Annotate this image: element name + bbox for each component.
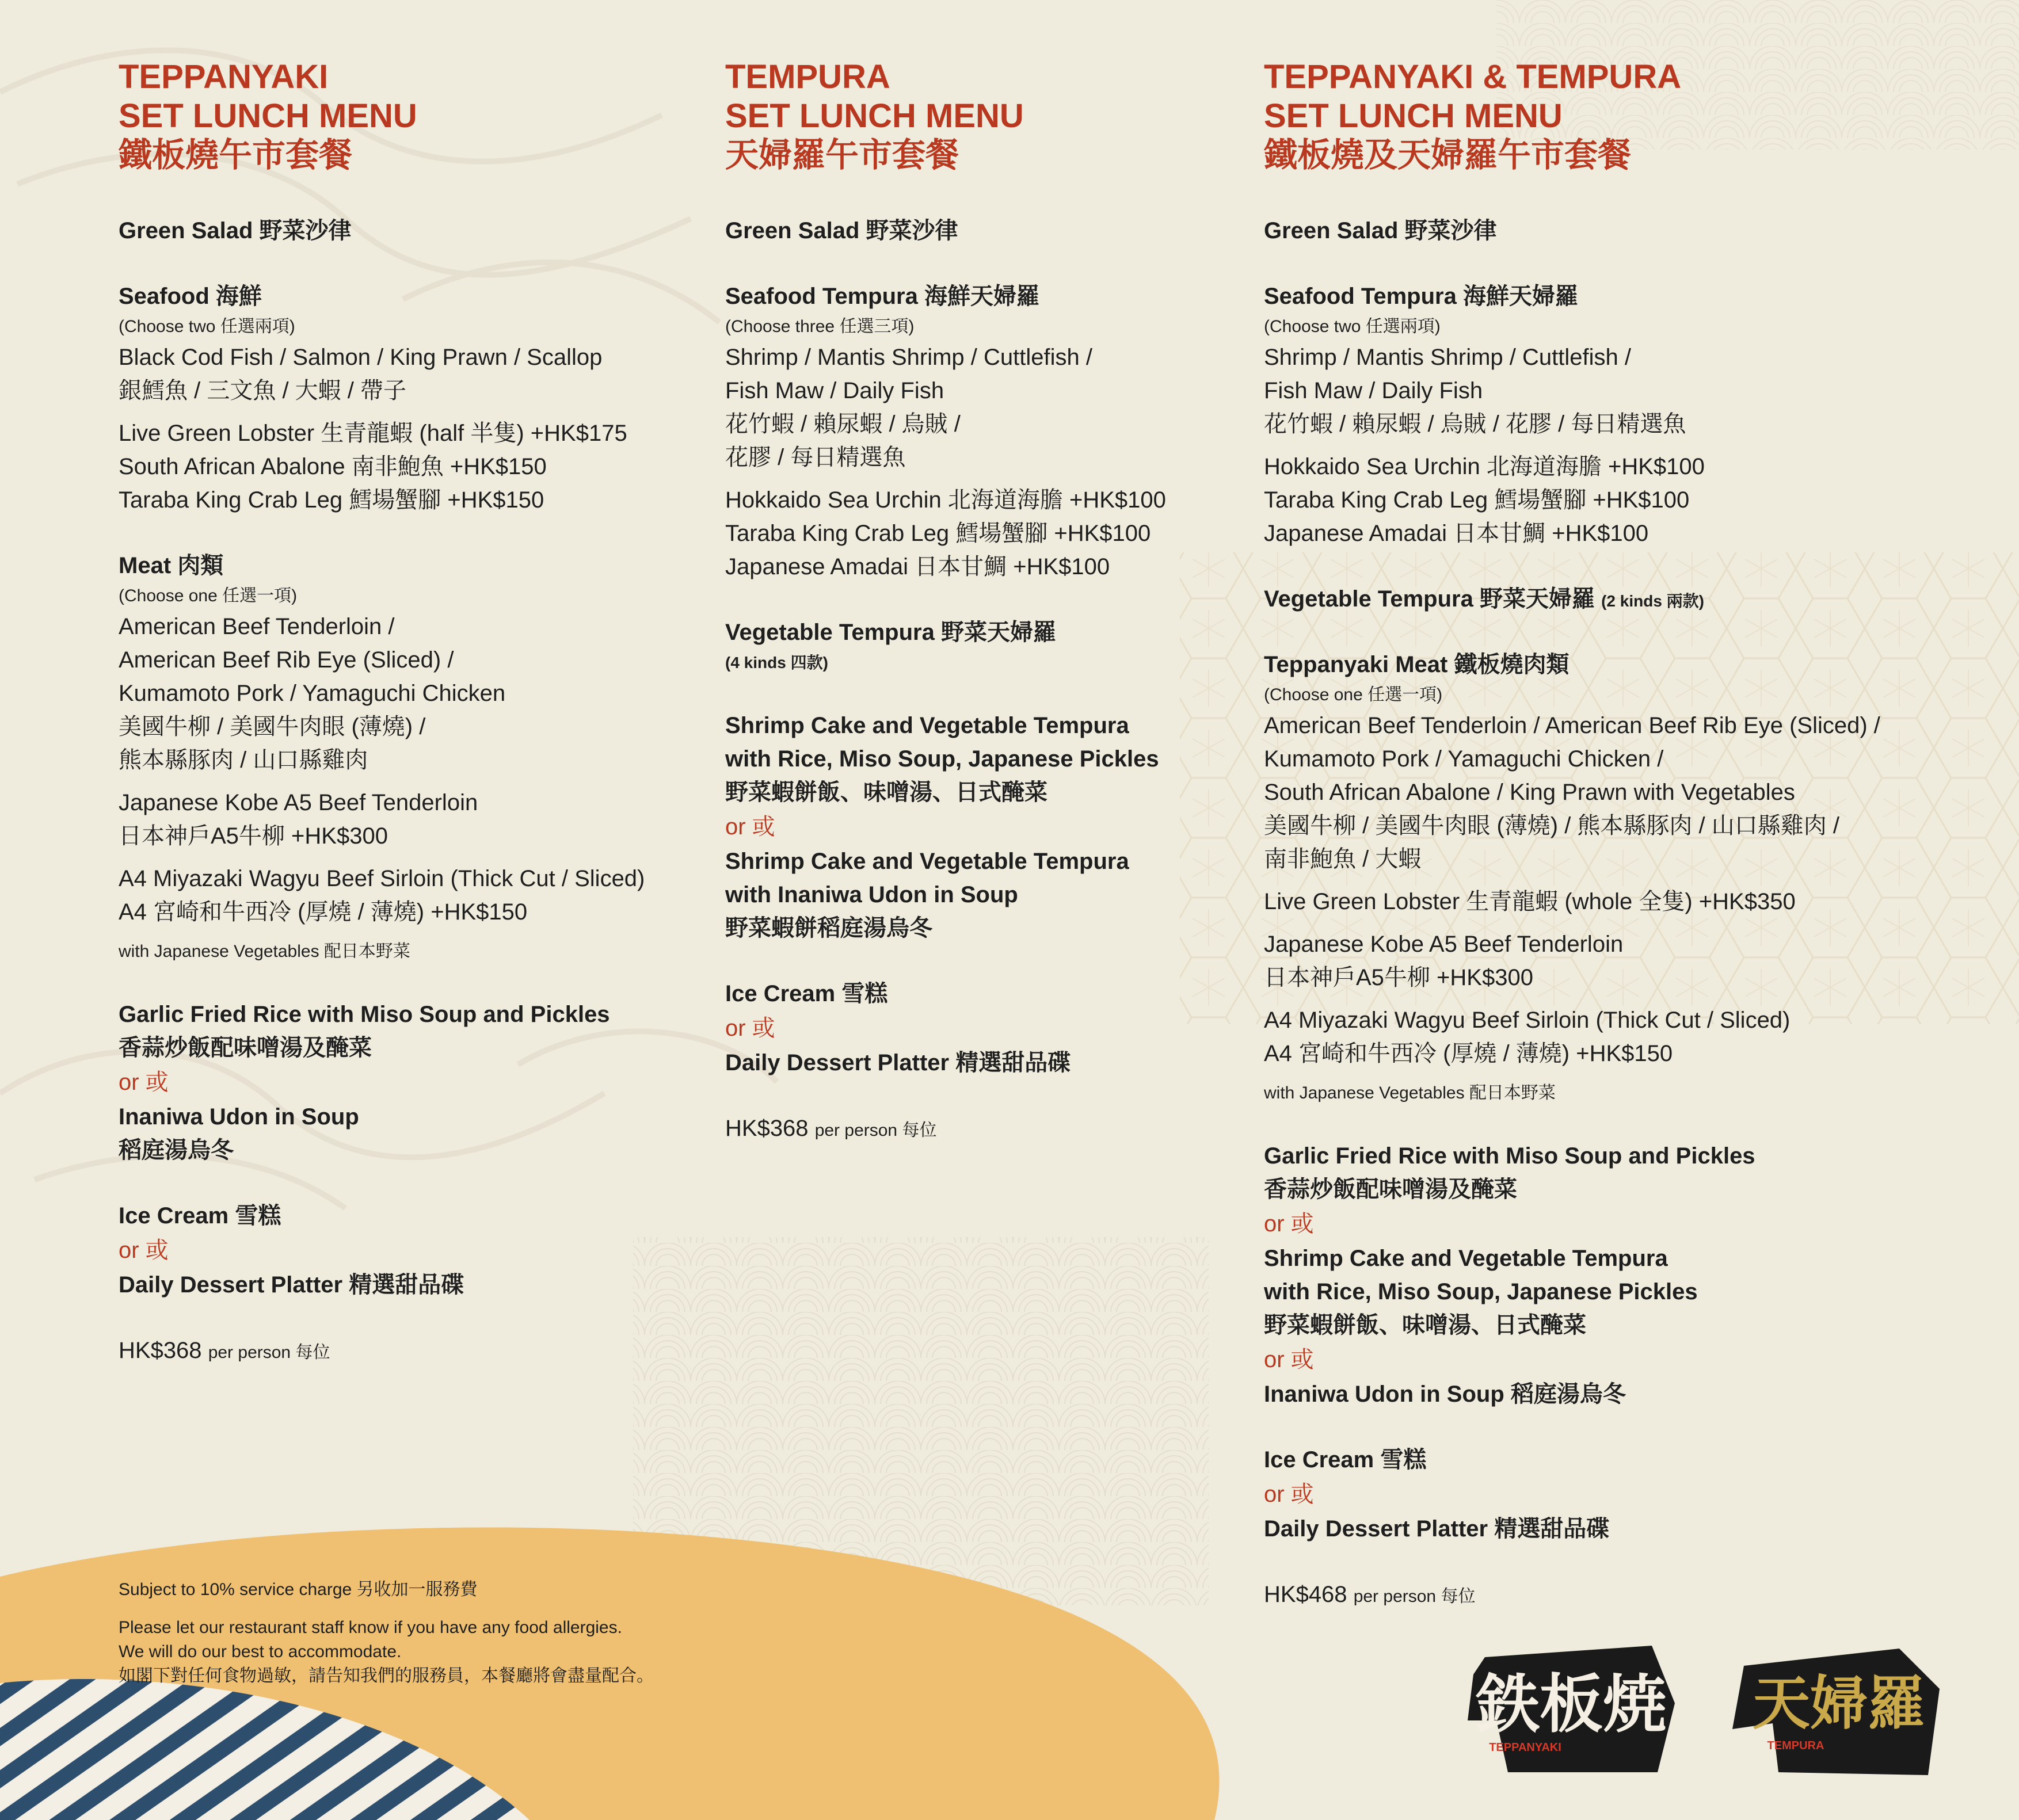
teppanyaki-menu — [119, 58, 694, 1369]
rice-line: 香蒜炒飯配味噌湯及醃菜 — [119, 1035, 372, 1060]
main-line: Shrimp Cake and Vegetable Tempura — [725, 713, 1129, 738]
tempura-logo-glyphs: 天婦羅 — [1753, 1669, 1925, 1737]
main-line: 香蒜炒飯配味噌湯及醃菜 — [1264, 1177, 1517, 1202]
main-line: 野菜蝦餅稻庭湯烏冬 — [725, 915, 932, 941]
option-line: 美國牛柳 / 美國牛肉眼 (薄燒) / — [119, 714, 426, 739]
per-person-label: per person 每位 — [208, 1343, 330, 1362]
option-line: South African Abalone / King Prawn with Vegetables — [1264, 780, 1795, 805]
supplement-line: A4 Miyazaki Wagyu Beef Sirloin (Thick Cut / Sliced) — [119, 866, 645, 891]
per-person-label: per person 每位 — [1353, 1587, 1476, 1606]
section-heading: Seafood Tempura 海鮮天婦羅 — [1264, 284, 1578, 309]
teppanyaki-logo-text: TEPPANYAKI — [1489, 1741, 1561, 1754]
section-heading — [1264, 582, 1955, 616]
teppanyaki-logo — [1462, 1640, 1681, 1778]
or-separator: or 或 — [119, 1070, 169, 1095]
option-line: 花竹蝦 / 賴尿蝦 / 烏賊 / 花膠 / 每日精選魚 — [1264, 411, 1686, 437]
vegetables-note: with Japanese Vegetables 配日本野菜 — [1264, 1083, 1556, 1102]
option-line: Kumamoto Pork / Yamaguchi Chicken / — [1264, 746, 1664, 772]
option-line: American Beef Tenderloin / American Beef Rib Eye (Sliced) / — [1264, 713, 1880, 738]
supplement-line: Japanese Kobe A5 Beef Tenderloin — [119, 790, 478, 815]
supplement-line: Live Green Lobster 生青龍蝦 (half 半隻) +HK$175 — [119, 421, 627, 446]
option-line: Shrimp / Mantis Shrimp / Cuttlefish / — [1264, 345, 1631, 370]
or-separator: or 或 — [1264, 1211, 1314, 1237]
teppanyaki-logo-glyphs: 鉄板焼 — [1476, 1667, 1666, 1741]
supplement-line: Japanese Amadai 日本甘鯛 +HK$100 — [1264, 521, 1649, 546]
option-line: 熊本縣豚肉 / 山口縣雞肉 — [119, 747, 368, 773]
option-line: Kumamoto Pork / Yamaguchi Chicken — [119, 681, 506, 706]
main-line: Shrimp Cake and Vegetable Tempura — [725, 849, 1129, 874]
supplement-line: Hokkaido Sea Urchin 北海道海膽 +HK$100 — [1264, 454, 1705, 479]
option-line: American Beef Rib Eye (Sliced) / — [119, 647, 454, 673]
option-line: 南非鮑魚 / 大蝦 — [1264, 846, 1422, 872]
tempura-menu — [725, 58, 1243, 1147]
title-line: SET LUNCH MENU — [1264, 97, 1563, 135]
set-price — [119, 1334, 694, 1369]
choose-note: (Choose one 任選一項) — [119, 586, 298, 605]
main-line: with Rice, Miso Soup, Japanese Pickles — [1264, 1279, 1698, 1304]
set-price — [725, 1112, 1243, 1147]
allergy-note: Please let our restaurant staff know if you have any food allergies. — [119, 1618, 622, 1637]
price-amount: HK$468 — [1264, 1582, 1347, 1607]
kinds-note: (2 kinds 兩款) — [1601, 592, 1704, 610]
teppanyaki-tempura-title — [1264, 58, 1955, 175]
supplement-line: A4 Miyazaki Wagyu Beef Sirloin (Thick Cut / Sliced) — [1264, 1008, 1791, 1033]
price-amount: HK$368 — [725, 1116, 809, 1141]
allergy-note: We will do our best to accommodate. — [119, 1642, 402, 1661]
dessert-line: Daily Dessert Platter 精選甜品碟 — [1264, 1516, 1610, 1542]
or-separator: or 或 — [1264, 1482, 1314, 1507]
teppanyaki-tempura-menu — [1264, 58, 1955, 1613]
supplement-line: A4 宮崎和牛西冷 (厚燒 / 薄燒) +HK$150 — [119, 899, 528, 925]
main-line: with Rice, Miso Soup, Japanese Pickles — [725, 746, 1159, 772]
udon-line: Inaniwa Udon in Soup — [119, 1104, 359, 1130]
udon-line: 稻庭湯烏冬 — [119, 1138, 234, 1163]
dessert-line: Ice Cream 雪糕 — [1264, 1447, 1427, 1472]
main-line: 野菜蝦餅飯、味噌湯、日式醃菜 — [1264, 1312, 1586, 1338]
section-heading: Meat 肉類 — [119, 553, 224, 578]
or-separator: or 或 — [725, 1016, 775, 1041]
main-line: with Inaniwa Udon in Soup — [725, 882, 1018, 907]
supplement-line: 日本神戶A5牛柳 +HK$300 — [119, 823, 388, 849]
choose-note: (Choose one 任選一項) — [1264, 685, 1443, 704]
footer-notes — [119, 1578, 809, 1688]
dessert-section — [1264, 1443, 1955, 1546]
dessert-section — [119, 1199, 694, 1302]
section-heading: Seafood Tempura 海鮮天婦羅 — [725, 284, 1039, 309]
green-salad: Green Salad 野菜沙律 — [1264, 218, 1497, 243]
dessert-line: Daily Dessert Platter 精選甜品碟 — [725, 1050, 1071, 1075]
rice-section — [119, 998, 694, 1167]
or-separator: or 或 — [1264, 1347, 1314, 1372]
main-line: Garlic Fried Rice with Miso Soup and Pickles — [1264, 1143, 1755, 1169]
choose-note: (Choose three 任選三項) — [725, 317, 915, 336]
main-line: Shrimp Cake and Vegetable Tempura — [1264, 1246, 1668, 1271]
supplement-line: Taraba King Crab Leg 鱈場蟹腳 +HK$100 — [725, 521, 1151, 546]
title-line: 鐵板燒午市套餐 — [119, 136, 353, 174]
option-line: 花竹蝦 / 賴尿蝦 / 烏賊 / — [725, 411, 961, 437]
allergy-note: 如閣下對任何食物過敏，請告知我們的服務員，本餐廳將會盡量配合。 — [119, 1666, 654, 1685]
option-line: 花膠 / 每日精選魚 — [725, 445, 906, 470]
supplement-line: Taraba King Crab Leg 鱈場蟹腳 +HK$100 — [1264, 487, 1690, 513]
title-line: TEPPANYAKI & TEMPURA — [1264, 58, 1682, 96]
green-salad: Green Salad 野菜沙律 — [119, 218, 352, 243]
title-line: 鐵板燒及天婦羅午市套餐 — [1264, 136, 1632, 174]
supplement-line: 日本神戶A5牛柳 +HK$300 — [1264, 965, 1533, 990]
vegetables-note: with Japanese Vegetables 配日本野菜 — [119, 942, 410, 961]
supplement-line: South African Abalone 南非鮑魚 +HK$150 — [119, 454, 547, 479]
main-section — [1264, 1139, 1955, 1411]
option-line: Fish Maw / Daily Fish — [1264, 378, 1483, 403]
section-heading: Teppanyaki Meat 鐵板燒肉類 — [1264, 652, 1570, 677]
title-line: SET LUNCH MENU — [119, 97, 417, 135]
vegetable-section — [725, 616, 1243, 677]
main-line: Inaniwa Udon in Soup 稻庭湯烏冬 — [1264, 1382, 1626, 1407]
price-amount: HK$368 — [119, 1338, 202, 1363]
supplement-line: Japanese Amadai 日本甘鯛 +HK$100 — [725, 554, 1110, 579]
dessert-section — [725, 977, 1243, 1079]
title-line: SET LUNCH MENU — [725, 97, 1024, 135]
option-line: 銀鱈魚 / 三文魚 / 大蝦 / 帶子 — [119, 378, 407, 403]
supplement-line: Taraba King Crab Leg 鱈場蟹腳 +HK$150 — [119, 487, 544, 513]
vegetable-section — [1264, 582, 1955, 616]
choose-note: (Choose two 任選兩項) — [119, 317, 295, 336]
option-line: Shrimp / Mantis Shrimp / Cuttlefish / — [725, 345, 1092, 370]
seafood-section — [1264, 280, 1955, 550]
title-line: TEMPURA — [725, 58, 890, 96]
rice-line: Garlic Fried Rice with Miso Soup and Pickles — [119, 1002, 610, 1027]
seafood-section — [119, 280, 694, 517]
set-price — [1264, 1578, 1955, 1613]
dessert-line: Ice Cream 雪糕 — [725, 981, 888, 1006]
option-line: American Beef Tenderloin / — [119, 614, 395, 639]
supplement-line: A4 宮崎和牛西冷 (厚燒 / 薄燒) +HK$150 — [1264, 1041, 1673, 1066]
or-separator: or 或 — [119, 1238, 169, 1263]
option-line: 美國牛柳 / 美國牛肉眼 (薄燒) / 熊本縣豚肉 / 山口縣雞肉 / — [1264, 813, 1839, 838]
meat-section — [1264, 648, 1955, 1107]
teppanyaki-title — [119, 58, 694, 175]
title-line: 天婦羅午市套餐 — [725, 136, 959, 174]
dessert-line: Daily Dessert Platter 精選甜品碟 — [119, 1272, 464, 1298]
service-charge-note: Subject to 10% service charge 另收加一服務費 — [119, 1580, 478, 1599]
or-separator: or 或 — [725, 814, 775, 840]
choose-note: (Choose two 任選兩項) — [1264, 317, 1441, 336]
seafood-section — [725, 280, 1243, 583]
tempura-logo-text: TEMPURA — [1767, 1739, 1824, 1752]
vegetable-heading: Vegetable Tempura 野菜天婦羅 — [1264, 586, 1595, 612]
supplement-line: Hokkaido Sea Urchin 北海道海膽 +HK$100 — [725, 487, 1166, 513]
title-line: TEPPANYAKI — [119, 58, 329, 96]
option-line: Fish Maw / Daily Fish — [725, 378, 944, 403]
main-line: 野菜蝦餅飯、味噌湯、日式醃菜 — [725, 780, 1047, 805]
supplement-line: Japanese Kobe A5 Beef Tenderloin — [1264, 932, 1624, 957]
green-salad: Green Salad 野菜沙律 — [725, 218, 958, 243]
option-line: Black Cod Fish / Salmon / King Prawn / Scallop — [119, 345, 603, 370]
per-person-label: per person 每位 — [814, 1121, 937, 1140]
tempura-title — [725, 58, 1243, 175]
dessert-line: Ice Cream 雪糕 — [119, 1203, 281, 1228]
supplement-line: Live Green Lobster 生青龍蝦 (whole 全隻) +HK$350 — [1264, 889, 1796, 914]
tempura-logo — [1727, 1643, 1945, 1778]
meat-section — [119, 549, 694, 966]
main-section — [725, 709, 1243, 945]
section-heading: Seafood 海鮮 — [119, 284, 262, 309]
kinds-note: (4 kinds 四款) — [725, 654, 828, 671]
section-heading: Vegetable Tempura 野菜天婦羅 — [725, 620, 1056, 645]
